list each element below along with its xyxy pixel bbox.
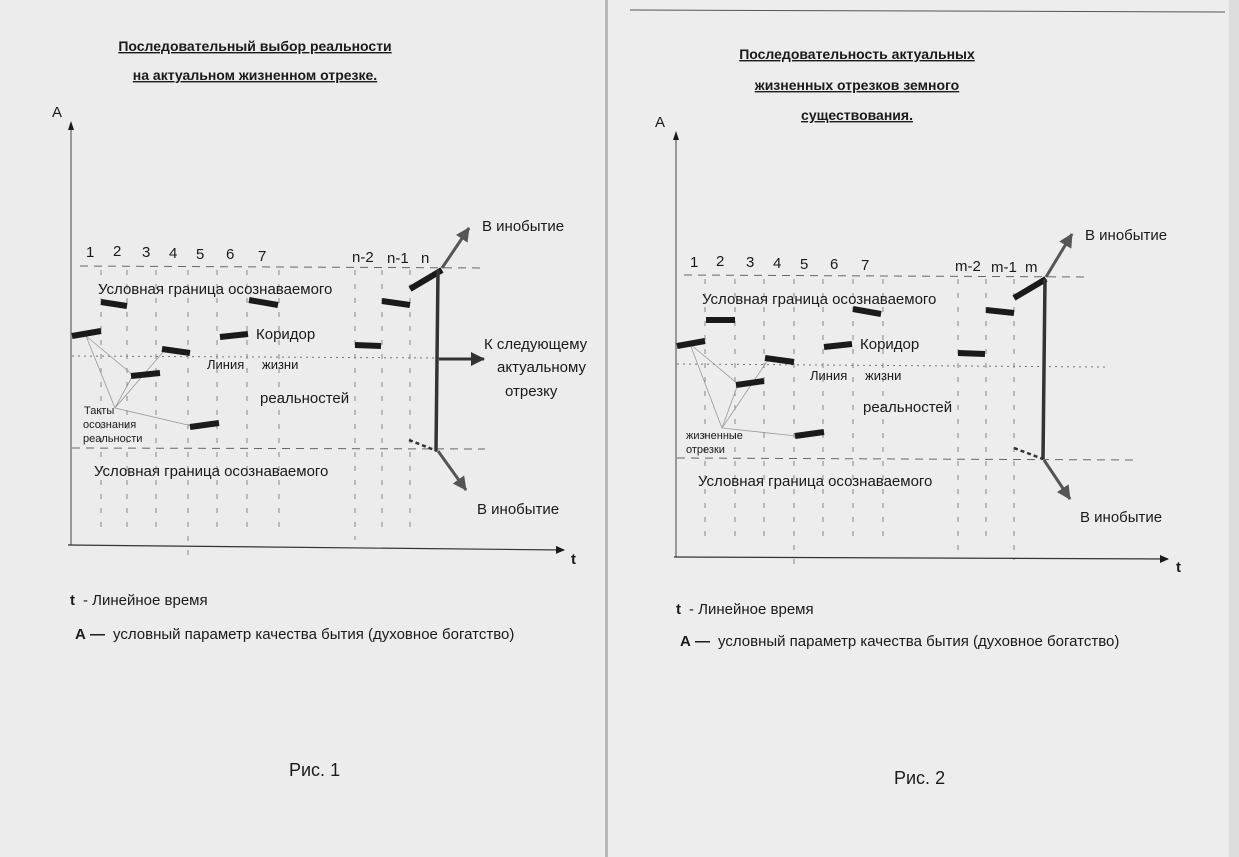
fig2-realities-label: реальностей [863, 399, 953, 416]
fig1-arrow-up-beyond [442, 228, 469, 268]
figure-2 [630, 10, 1225, 788]
fig1-lifeline-label-1: Линия [207, 357, 245, 372]
fig1-arrow-down-beyond [438, 451, 466, 490]
fig1-lower-boundary-label: Условная граница осознаваемого [94, 463, 329, 480]
fig1-beyond-down-label: В инобытие [477, 501, 560, 518]
fig1-vertical-dashes [101, 270, 410, 555]
fig1-title-line1: Последовательный выбор реальности [118, 38, 392, 54]
fig1-corridor-label: Коридор [256, 326, 316, 343]
fig1-lower-boundary-line [72, 448, 485, 449]
fig2-page-top-rule [630, 10, 1225, 12]
fig2-num: 6 [830, 256, 839, 273]
fig1-num: 4 [169, 245, 178, 262]
fig2-num: 3 [746, 254, 755, 271]
fig1-takty-3: реальности [83, 433, 143, 445]
fig1-x-axis [68, 545, 564, 550]
fig1-num: n-1 [387, 250, 409, 267]
fig2-caption: Рис. 2 [894, 768, 946, 788]
figure-1 [52, 38, 588, 780]
fig1-segment [382, 301, 410, 305]
fig1-x-axis-label: t [571, 551, 576, 568]
fig2-lower-boundary-label: Условная граница осознаваемого [698, 473, 933, 490]
fig1-segment [101, 302, 127, 306]
fig2-num: 4 [773, 255, 782, 272]
fig2-legend-a-text: условный параметр качества бытия (духовное богатство) [718, 633, 1120, 650]
fig2-segment [824, 344, 852, 347]
fig1-num: 3 [142, 244, 151, 261]
fig2-num: 5 [800, 256, 809, 273]
fig2-title-line2: жизненных отрезков земного [754, 77, 960, 93]
fig1-title-line2: на актуальном жизненном отрезке. [132, 67, 378, 83]
fig2-segments-label-1: жизненные [686, 430, 743, 442]
fig1-num: 2 [113, 243, 122, 260]
fig2-num: m-2 [955, 258, 981, 275]
fig1-vertical-transition [436, 270, 438, 451]
fig1-takty-1: Такты [84, 405, 115, 417]
fig2-legend-t-text: - Линейное время [689, 601, 814, 618]
fig1-segment [249, 300, 278, 305]
fig1-legend-t-key: t [70, 592, 75, 609]
fig1-beyond-up-label: В инобытие [482, 218, 565, 235]
fig2-lifeline-label-1: Линия [810, 368, 848, 383]
fig1-caption: Рис. 1 [289, 760, 341, 780]
fig1-lifeline-label-2: жизни [262, 357, 299, 372]
fig1-legend-a-text: условный параметр качества бытия (духовное богатство) [113, 626, 515, 643]
fig1-realities-label: реальностей [260, 390, 350, 407]
fig2-dashed-down-segment [1014, 448, 1043, 459]
fig2-x-axis [674, 557, 1168, 559]
fig1-y-axis-label: A [52, 104, 63, 121]
fig2-title-line1: Последовательность актуальных [739, 46, 975, 62]
fig2-beyond-down-label: В инобытие [1080, 509, 1163, 526]
fig2-segment [1014, 279, 1046, 298]
fig1-segment [131, 373, 160, 376]
fig1-num: 6 [226, 246, 235, 263]
fig2-num: 2 [716, 253, 725, 270]
fig1-segment [162, 349, 190, 353]
fig2-lower-boundary-line [677, 458, 1135, 460]
fig2-num: m [1025, 259, 1038, 276]
fig1-num: n-2 [352, 249, 374, 266]
fig2-upper-boundary-label: Условная граница осознаваемого [702, 291, 937, 308]
fig1-num: 1 [86, 244, 95, 261]
fig2-num: 1 [690, 254, 699, 271]
fig2-corridor-label: Коридор [860, 336, 920, 353]
fig1-num: 7 [258, 248, 267, 265]
fig2-num: m-1 [991, 259, 1017, 276]
fig2-x-axis-label: t [1176, 559, 1181, 576]
fig2-segment [853, 309, 881, 314]
fig2-legend-a-key: А — [680, 633, 710, 650]
fig2-segments-label-2: отрезки [686, 444, 725, 456]
fig2-arrow-up-beyond [1046, 234, 1072, 277]
fig2-life-line [677, 364, 1105, 367]
fig2-segment [765, 358, 794, 362]
fig1-legend-t-text: - Линейное время [83, 592, 208, 609]
fig2-y-axis-arrow [673, 131, 679, 140]
fig2-vertical-transition [1043, 279, 1045, 459]
fig1-takty-2: осознания [83, 419, 137, 431]
fig2-step-numbers [690, 253, 1038, 276]
fig2-arrow-down-beyond [1044, 460, 1070, 499]
fig2-legend-t-key: t [676, 601, 681, 618]
fig2-lifeline-label-2: жизни [865, 368, 902, 383]
fig1-upper-boundary-label: Условная граница осознаваемого [98, 281, 333, 298]
fig2-segment [677, 341, 705, 346]
fig2-num: 7 [861, 257, 870, 274]
fig2-segment [795, 432, 824, 436]
fig2-segment [736, 381, 764, 385]
fig2-y-axis-label: A [655, 114, 666, 131]
fig2-vertical-dashes [705, 279, 1014, 565]
fig2-segment [986, 310, 1014, 313]
fig1-num: n [421, 250, 430, 267]
fig2-beyond-up-label: В инобытие [1085, 227, 1168, 244]
fig1-segment [190, 423, 219, 427]
fig1-segment [355, 345, 381, 346]
fig1-y-axis-arrow [68, 121, 74, 130]
fig1-segment [220, 334, 248, 337]
fig2-title-line3: существования. [801, 107, 913, 123]
fig1-next-label-3: отрезку [505, 383, 558, 400]
fig1-num: 5 [196, 246, 205, 263]
fig1-segment [72, 331, 101, 336]
fig1-step-numbers [86, 243, 429, 267]
fig1-legend-a-key: А — [75, 626, 105, 643]
fig1-next-label-2: актуальному [497, 359, 586, 376]
fig2-segment [958, 353, 985, 354]
fig1-dashed-down-segment [409, 440, 437, 451]
fig1-next-label-1: К следующему [484, 336, 588, 353]
